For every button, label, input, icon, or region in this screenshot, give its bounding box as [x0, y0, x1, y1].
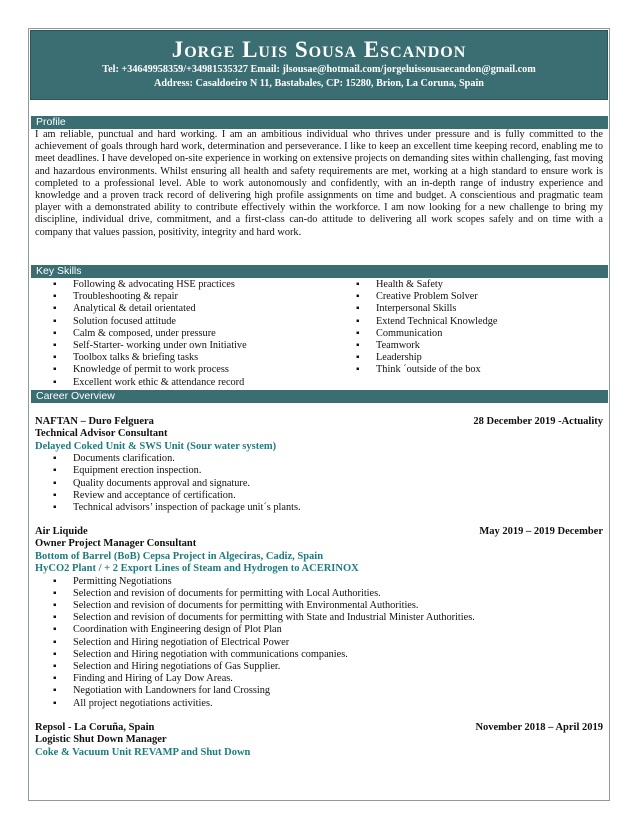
job-entry — [35, 526, 603, 710]
job-header-row — [35, 416, 603, 428]
candidate-name: Jorge Luis Sousa Escandon — [171, 37, 467, 62]
job-dates: May 2019 – 2019 December — [479, 526, 603, 537]
skill-item: ▪ Solution focused attitude — [53, 316, 247, 328]
skill-item: ▪ Self-Starter- working under own Initiative — [53, 340, 247, 352]
skill-item: ▪ Communication — [356, 328, 497, 340]
duty-item: ▪ Selection and revision of documents for permitting with Local Authorities. — [35, 588, 603, 600]
skill-item: ▪ Think ´outside of the box — [356, 364, 497, 376]
job-dates: 28 December 2019 -Actuality — [473, 416, 603, 427]
skill-item: ▪ Teamwork — [356, 340, 497, 352]
duty-item: ▪ Negotiation with Landowners for land Crossing — [35, 685, 603, 697]
section-header-key-skills: Key Skills — [31, 265, 608, 278]
skill-item: ▪ Interpersonal Skills — [356, 303, 497, 315]
skills-list-left — [53, 279, 247, 389]
address-line: Address: Casaldoeiro N 11, Bastabales, CP: 15280, Brion, La Coruna, Spain — [154, 78, 484, 89]
duty-item: ▪ Selection and revision of documents for permitting with State and Industrial Minister Authorities. — [35, 612, 603, 624]
resume-header — [30, 30, 608, 100]
project-name: HyCO2 Plant / + 2 Export Lines of Steam and Hydrogen to ACERINOX — [35, 563, 359, 575]
job-duties-list — [35, 453, 603, 514]
contact-line: Tel: +34649958359/+34981535327 Email: jlsousae@hotmail.com/jorgeluissousaecandon@gmail.com — [102, 64, 536, 75]
job-dates: November 2018 – April 2019 — [475, 722, 603, 733]
duty-item: ▪ Documents clarification. — [35, 453, 603, 465]
section-header-profile: Profile — [31, 116, 608, 129]
skill-item: ▪ Following & advocating HSE practices — [53, 279, 247, 291]
project-name: Delayed Coked Unit & SWS Unit (Sour water system) — [35, 440, 277, 452]
duty-item: ▪ Technical advisors’ inspection of package unit´s plants. — [35, 502, 603, 514]
job-title: Logistic Shut Down Manager — [35, 734, 167, 746]
skill-item: ▪ Analytical & detail orientated — [53, 303, 247, 315]
skill-item: ▪ Knowledge of permit to work process — [53, 364, 247, 376]
project-name: Bottom of Barrel (BoB) Cepsa Project in Algeciras, Cadiz, Spain — [35, 550, 324, 562]
duty-item: ▪ Coordination with Engineering design of Plot Plan — [35, 624, 603, 636]
job-header-row — [35, 722, 603, 734]
company-name: Air Liquide — [35, 526, 88, 537]
profile-text: I am reliable, punctual and hard working. I am an ambitious individual who thrives under pressure and is fully committed to the achievement of goals through hard work, determination and perseverance. I like to keep an excellent time keeping record, enabling me to meet deadlines. I have developed on-site experience in working on extensive projects on demanding sites within challenging, fast moving and hazardous environments. Whilst ensuring all health and safety requirements are met, working at a high standard to ensure work is completed to a professional level. Able to work autonomously and confidently, with an in-depth range of industry experience and knowledge and a proven track record of delivering high profile assignments on time and budget. A conscientious and pragmatic team player with a demonstrated ability to contribute effectively within the workforce. I am now looking for a new challenge to bring my discipline, individual drive, commitment, and a first-class can-do attitude to delivering all work scopes safely and on time with a company that values passion, positivity, integrity and hard work. — [35, 129, 603, 238]
skill-item: ▪ Health & Safety — [356, 279, 497, 291]
duty-item: ▪ Permitting Negotiations — [35, 576, 603, 588]
skill-item: ▪ Toolbox talks & briefing tasks — [53, 352, 247, 364]
section-header-career-overview: Career Overview — [31, 390, 608, 403]
job-duties-list — [35, 576, 603, 710]
skill-item: ▪ Extend Technical Knowledge — [356, 316, 497, 328]
duty-item: ▪ Selection and Hiring negotiation of Electrical Power — [35, 637, 603, 649]
duty-item: ▪ All project negotiations activities. — [35, 698, 603, 710]
job-header-row — [35, 526, 603, 538]
duty-item: ▪ Equipment erection inspection. — [35, 465, 603, 477]
skill-item: ▪ Troubleshooting & repair — [53, 291, 247, 303]
skill-item: ▪ Excellent work ethic & attendance record — [53, 377, 247, 389]
job-title: Owner Project Manager Consultant — [35, 538, 197, 550]
company-name: NAFTAN – Duro Felguera — [35, 416, 154, 427]
skill-item: ▪ Calm & composed, under pressure — [53, 328, 247, 340]
duty-item: ▪ Quality documents approval and signature. — [35, 478, 603, 490]
duty-item: ▪ Finding and Hiring of Lay Dow Areas. — [35, 673, 603, 685]
skills-list-right — [356, 279, 497, 377]
project-name: Coke & Vacuum Unit REVAMP and Shut Down — [35, 746, 251, 758]
company-name: Repsol - La Coruña, Spain — [35, 722, 155, 733]
job-entry — [35, 722, 603, 759]
duty-item: ▪ Selection and revision of documents for permitting with Environmental Authorities. — [35, 600, 603, 612]
duty-item: ▪ Review and acceptance of certification. — [35, 490, 603, 502]
skill-item: ▪ Leadership — [356, 352, 497, 364]
job-title: Technical Advisor Consultant — [35, 428, 168, 440]
job-entry — [35, 416, 603, 514]
duty-item: ▪ Selection and Hiring negotiation with communications companies. — [35, 649, 603, 661]
duty-item: ▪ Selection and Hiring negotiations of Gas Supplier. — [35, 661, 603, 673]
skill-item: ▪ Creative Problem Solver — [356, 291, 497, 303]
